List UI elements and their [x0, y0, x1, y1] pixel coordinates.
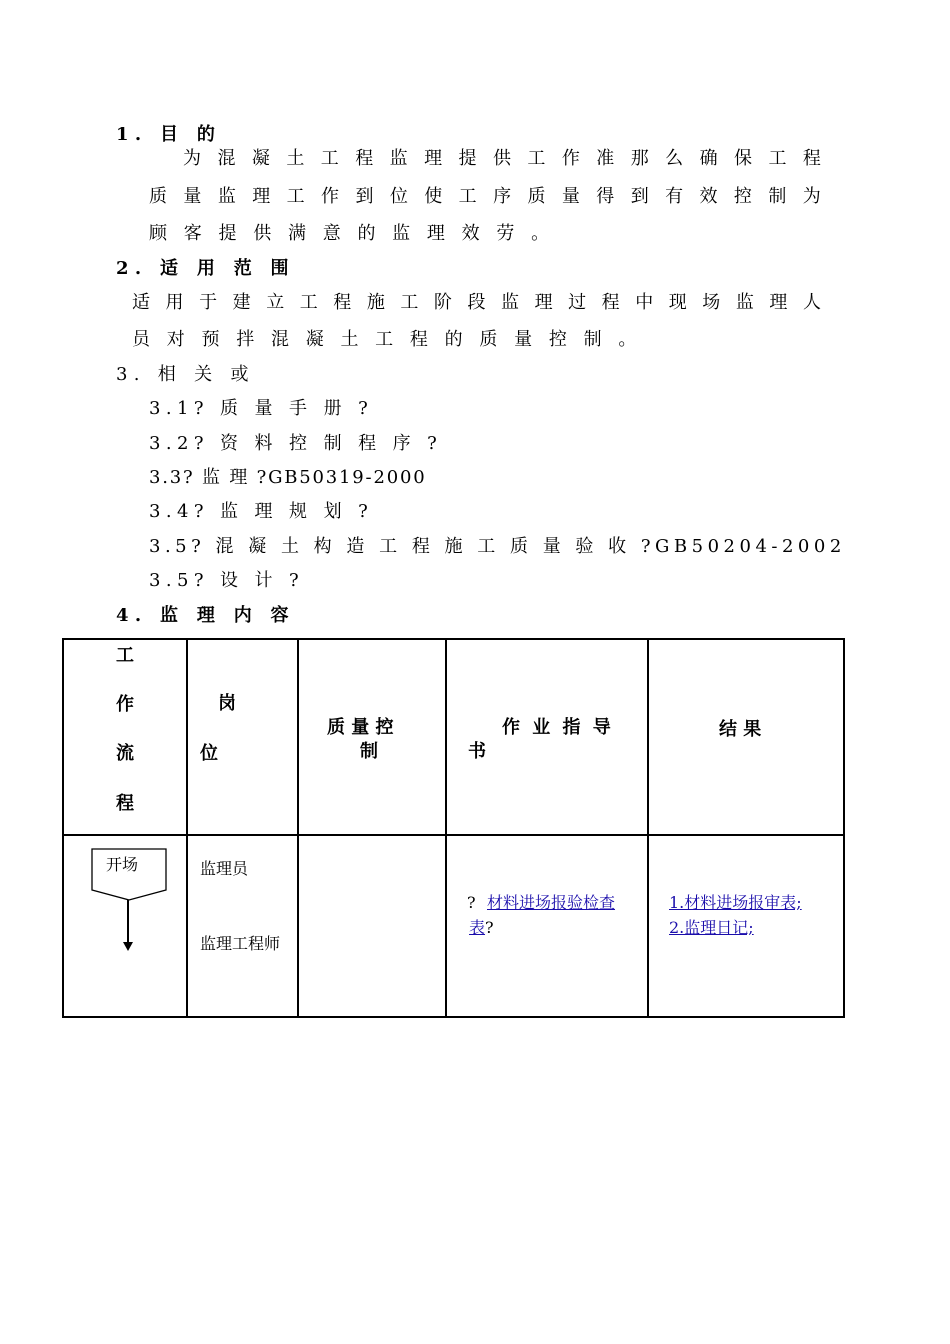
text-char: 用	[165, 292, 184, 313]
text-char: 效	[699, 186, 718, 207]
text-char: 监	[217, 186, 236, 207]
text-char: 过	[568, 292, 587, 313]
text-char: 量	[561, 186, 580, 207]
text-char: 程	[355, 148, 374, 169]
header-quality-control-line: 制	[360, 741, 378, 762]
section-3-heading: 3. 相 关 或	[116, 364, 255, 385]
text-char: 混	[217, 148, 236, 169]
text-char: 作	[561, 148, 580, 169]
section-1-line-3: 顾客提供满意的监理效劳。	[149, 223, 566, 244]
cell-post	[187, 835, 298, 1017]
instruction-prefix: ?	[467, 893, 476, 912]
text-char: 段	[467, 292, 486, 313]
reference-item-5: 3.5? 混 凝 土 构 造 工 程 施 工 质 量 验 收 ?GB50204-2002	[149, 536, 846, 557]
text-char: 立	[266, 292, 285, 313]
text-char: 工	[286, 186, 305, 207]
text-char: 制	[768, 186, 787, 207]
reference-item-6: 3.5? 设 计 ?	[149, 570, 305, 591]
post-supervising-engineer: 监理工程师	[200, 934, 281, 953]
post-supervisor: 监理员	[200, 859, 249, 878]
text-char: 理	[534, 292, 553, 313]
text-char: 序	[493, 186, 512, 207]
text-char: 监	[389, 148, 408, 169]
text-char: 适	[132, 292, 150, 313]
cell-result	[648, 835, 844, 1017]
text-char: 土	[286, 148, 305, 169]
text-char: 于	[199, 292, 218, 313]
header-instruction-line: 书	[468, 741, 486, 762]
cell-workflow	[63, 835, 187, 1017]
reference-item-4: 3.4? 监 理 规 划 ?	[149, 501, 374, 522]
reference-item-3: 3.3? 监 理 ?GB50319-2000	[149, 467, 427, 488]
text-char: 现	[668, 292, 687, 313]
text-char: 理	[769, 292, 788, 313]
reference-item-2: 3.2? 资 料 控 制 程 序 ?	[149, 433, 443, 454]
section-2-line-1	[132, 291, 821, 315]
text-char: 理	[424, 148, 443, 169]
text-char: 到	[355, 186, 374, 207]
table-header-row	[63, 639, 844, 835]
header-workflow	[63, 639, 187, 835]
text-char: 使	[424, 186, 443, 207]
header-workflow-char: 工	[116, 645, 134, 666]
text-char: 准	[596, 148, 615, 169]
reference-item-1: 3.1? 质 量 手 册 ?	[149, 398, 374, 419]
text-char: 供	[492, 148, 511, 169]
header-workflow-char: 作	[116, 694, 134, 715]
section-1-line-1	[183, 147, 821, 171]
text-char: 人	[802, 292, 821, 313]
text-char: 施	[366, 292, 385, 313]
table-row	[63, 835, 844, 1017]
section-1-line-2	[149, 185, 821, 209]
text-char: 确	[699, 148, 718, 169]
header-instruction-line: 作 业 指 导	[502, 717, 611, 738]
text-char: 工	[400, 292, 419, 313]
text-char: 建	[232, 292, 251, 313]
text-char: 凝	[251, 148, 270, 169]
text-char: 为	[802, 186, 821, 207]
cell-quality-control	[298, 835, 446, 1017]
text-char: 工	[527, 148, 546, 169]
instruction-suffix: ?	[485, 918, 494, 937]
text-char: 作	[321, 186, 340, 207]
text-char: 监	[501, 292, 520, 313]
text-char: 工	[299, 292, 318, 313]
text-char: 程	[601, 292, 620, 313]
material-inspection-form-link-cont[interactable]: 表	[469, 918, 486, 937]
text-char: 那	[630, 148, 649, 169]
text-char: 有	[665, 186, 684, 207]
text-char: 监	[735, 292, 754, 313]
text-char: 到	[630, 186, 649, 207]
header-instruction	[446, 639, 648, 835]
section-2-line-2: 员对预拌混凝土工程的质量控制。	[132, 329, 654, 350]
text-char: 程	[333, 292, 352, 313]
text-char: 位	[389, 186, 408, 207]
header-post-char: 位	[200, 743, 218, 764]
text-char: 质	[527, 186, 546, 207]
result-material-entry-report-link[interactable]: 1.材料进场报审表;	[669, 893, 802, 912]
result-supervision-diary-link[interactable]: 2.监理日记;	[669, 918, 754, 937]
header-result	[648, 639, 844, 835]
header-quality-control-line: 质 量 控	[327, 717, 394, 738]
text-char: 为	[183, 148, 201, 169]
text-char: 提	[458, 148, 477, 169]
text-char: 程	[802, 148, 821, 169]
text-char: 量	[183, 186, 202, 207]
section-1-heading: 1. 目 的	[116, 124, 222, 145]
header-workflow-char: 流	[116, 743, 134, 764]
header-result-text: 结 果	[719, 719, 762, 740]
header-post	[187, 639, 298, 835]
cell-instruction	[446, 835, 648, 1017]
header-quality-control	[298, 639, 446, 835]
text-char: 中	[635, 292, 654, 313]
text-char: 阶	[433, 292, 452, 313]
header-workflow-char: 程	[116, 793, 134, 814]
text-char: 么	[665, 148, 684, 169]
text-char: 理	[252, 186, 271, 207]
text-char: 保	[734, 148, 752, 169]
flow-step-label: 开场	[106, 855, 139, 874]
text-char: 场	[702, 292, 721, 313]
supervision-table	[62, 638, 845, 1018]
text-char: 控	[733, 186, 752, 207]
section-2-heading: 2. 适 用 范 围	[116, 258, 295, 279]
text-char: 工	[458, 186, 477, 207]
text-char: 质	[149, 186, 167, 207]
section-4-heading: 4. 监 理 内 容	[116, 605, 295, 626]
material-inspection-form-link[interactable]: 材料进场报验检查	[487, 893, 616, 912]
text-char: 得	[596, 186, 615, 207]
text-char: 工	[768, 148, 787, 169]
header-post-char: 岗	[218, 693, 236, 714]
text-char: 工	[320, 148, 339, 169]
